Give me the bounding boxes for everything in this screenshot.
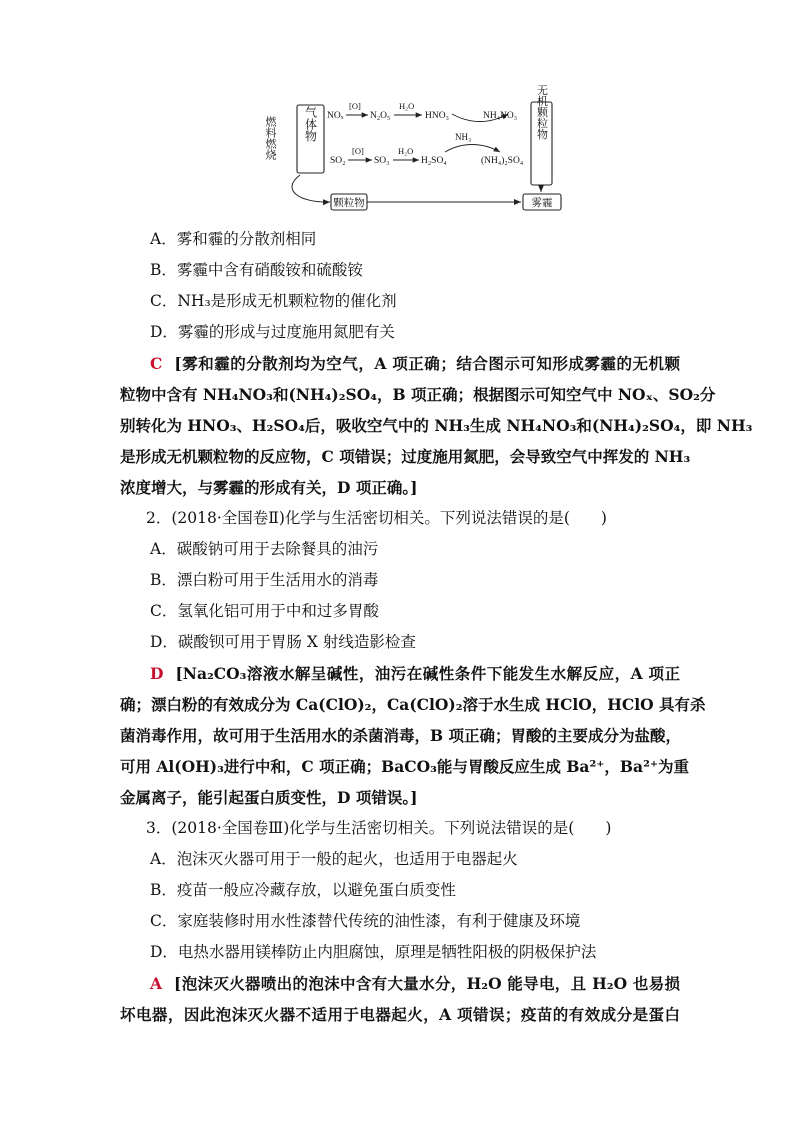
q1-answer-text-1: [雾和霾的分散剂均为空气，A 项正确；结合图示可知形成雾霾的无机颗 [174, 354, 680, 373]
row2-nh3-curve [445, 145, 500, 153]
q3-option-c: C．家庭装修时用水性漆替代传统的油性漆，有利于健康及环境 [150, 912, 581, 930]
q2-option-b: B．漂白粉可用于生活用水的消毒 [150, 571, 379, 589]
q3-option-a: A．泡沫灭火器可用于一般的起火，也适用于电器起火 [150, 850, 518, 868]
q3-option-b: B．疫苗一般应冷藏存放，以避免蛋白质变性 [150, 881, 456, 899]
nox-label: NOₓ [327, 111, 344, 121]
q2-answer-text-1: [Na₂CO₃溶液水解呈碱性，油污在碱性条件下能发生水解反应，A 项正 [175, 664, 680, 683]
q1-answer-letter: C [150, 354, 163, 373]
q1-option-a: A．雾和霾的分散剂相同 [150, 230, 317, 248]
nh3-label: NH₃ [455, 132, 472, 142]
particle-box-label: 颗粒物 [333, 198, 365, 209]
q1-option-d: D．雾霾的形成与过度施用氮肥有关 [150, 323, 395, 341]
q3-answer-line-1 [120, 968, 680, 999]
row2-oxygen-label: [O] [352, 146, 364, 156]
nh4no3-label: NH₄NO₃ [483, 111, 518, 121]
q2-answer-line-2: 确；漂白粉的有效成分为 Ca(ClO)₂，Ca(ClO)₂溶于水生成 HClO，HClO 具有杀 [120, 695, 706, 714]
q2-option-d: D．碳酸钡可用于胃肠 X 射线造影检查 [150, 633, 416, 651]
question-content [120, 224, 753, 1030]
q3-option-d: D．电热水器用镁棒防止内胆腐蚀，原理是牺牲阳极的阴极保护法 [150, 943, 597, 961]
q1-answer-line-3: 别转化为 HNO₃、H₂SO₄后，吸收空气中的 NH₃生成 NH₄NO₃和(NH₄)₂SO₄，即 NH₃ [120, 416, 753, 435]
so3-label: SO₃ [374, 156, 390, 166]
q3-question: 3．(2018·全国卷Ⅲ)化学与生活密切相关。下列说法错误的是( ) [146, 819, 612, 837]
q1-option-c: C．NH₃是形成无机颗粒物的催化剂 [150, 292, 397, 310]
q1-answer-line-2: 粒物中含有 NH₄NO₃和(NH₄)₂SO₄，B 项正确；根据图示可知空气中 NOₓ、SO₂分 [120, 385, 716, 404]
q2-option-c: C．氢氧化铝可用于中和过多胃酸 [150, 602, 379, 620]
q3-answer-line-2: 坏电器，因此泡沫灭火器不适用于电器起火，A 项错误；疫苗的有效成分是蛋白 [120, 1005, 680, 1024]
row1-oxygen-label: [O] [349, 101, 361, 111]
q3-answer-letter: A [150, 974, 163, 993]
fuel-combustion-label: 燃料燃烧 [264, 116, 276, 160]
gas-box-label: 气体物 [303, 106, 318, 142]
q2-option-a: A．碳酸钠可用于去除餐具的油污 [150, 540, 379, 558]
q2-answer-line-3: 菌消毒作用，故可用于生活用水的杀菌消毒，B 项正确；胃酸的主要成分为盐酸， [120, 726, 681, 745]
combustion-curve [292, 175, 330, 202]
n2o5-label: N₂O₅ [370, 111, 391, 121]
smog-box-label: 雾霾 [531, 198, 553, 209]
row1-water-label: H₂O [399, 101, 415, 111]
row2-water-label: H₂O [398, 146, 414, 156]
q1-answer-line-5: 浓度增大，与雾霾的形成有关，D 项正确。] [120, 478, 418, 497]
q2-answer-letter: D [150, 664, 164, 683]
nh4-2so4-label: (NH₄)₂SO₄ [481, 156, 524, 166]
h2so4-label: H₂SO₄ [421, 156, 447, 166]
q3-answer-text-1: [泡沫灭火器喷出的泡沫中含有大量水分，H₂O 能导电，且 H₂O 也易损 [174, 974, 680, 993]
q1-answer-line-1 [120, 348, 680, 379]
q2-answer-line-1 [120, 658, 680, 689]
inorganic-particle-label: 无机颗粒物 [535, 84, 548, 140]
q2-question: 2．(2018·全国卷Ⅱ)化学与生活密切相关。下列说法错误的是( ) [146, 509, 607, 527]
q1-option-b: B．雾霾中含有硝酸铵和硫酸铵 [150, 261, 363, 279]
so2-label: SO₂ [330, 156, 346, 166]
q1-answer-line-4: 是形成无机颗粒物的反应物，C 项错误；过度施用氮肥，会导致空气中挥发的 NH₃ [120, 447, 691, 466]
q2-answer-line-4: 可用 Al(OH)₃进行中和，C 项正确；BaCO₃能与胃酸反应生成 Ba²⁺，Ba²⁺为重 [120, 757, 690, 776]
hno3-label: HNO₃ [425, 111, 449, 121]
smog-formation-diagram [0, 0, 794, 220]
q2-answer-line-5: 金属离子，能引起蛋白质变性，D 项错误。] [120, 788, 418, 807]
